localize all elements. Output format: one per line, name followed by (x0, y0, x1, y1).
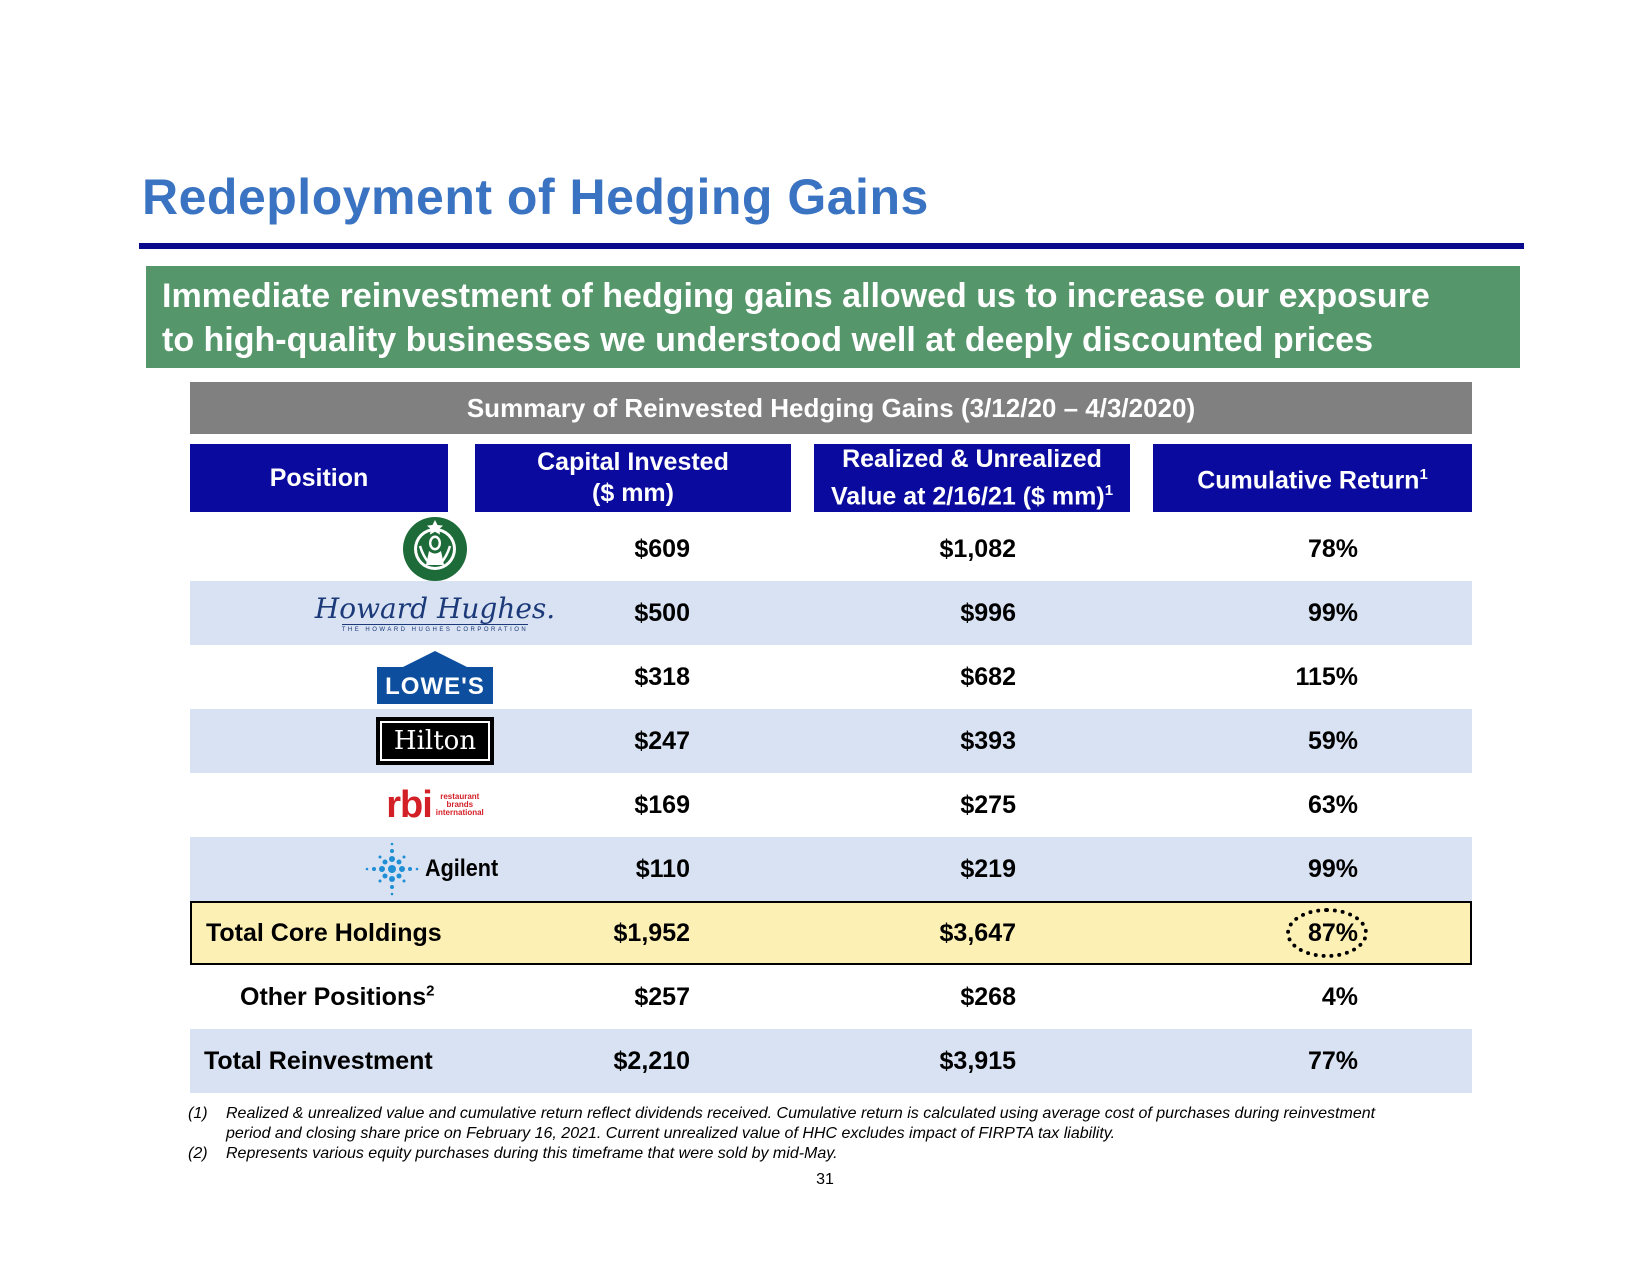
capital-invested-value: $609 (634, 535, 690, 563)
starbucks-logo (190, 517, 680, 581)
header-return-label: Cumulative Return (1197, 466, 1420, 495)
cumulative-return-value: 77% (1307, 1047, 1358, 1075)
realized-value: $275 (960, 791, 1016, 819)
footnote-2-number: (2) (188, 1145, 208, 1162)
footnote-1-line-1: Realized & unrealized value and cumulative return reflect dividends received. Cumulative return is calculated using average cost of purchases during reinvestment (226, 1105, 1376, 1122)
header-value-footnote: 1 (1104, 481, 1114, 499)
header-cumulative-return (1153, 444, 1472, 512)
rbi-logo-subtext-2: brands (446, 800, 474, 809)
lowes-logo (190, 645, 680, 709)
header-capital-invested (475, 444, 791, 512)
cumulative-return-value: 78% (1307, 535, 1358, 563)
footnote-1-number: (1) (188, 1105, 208, 1122)
cumulative-return-value: 99% (1307, 855, 1358, 883)
realized-value: $268 (960, 983, 1016, 1011)
total-core-holdings-row (190, 901, 1472, 965)
howard-hughes-logo-text: Howard Hughes. (314, 591, 556, 625)
page-title: Redeployment of Hedging Gains (142, 169, 929, 225)
table-row (190, 837, 1472, 901)
hilton-logo-text: Hilton (380, 721, 490, 761)
other-positions-label (240, 965, 434, 1029)
capital-invested-value: $1,952 (613, 919, 690, 947)
banner-line-2: to high-quality businesses we understood well at deeply discounted prices (162, 321, 1374, 359)
header-value-line-1: Realized & Unrealized (842, 444, 1102, 473)
realized-value: $393 (960, 727, 1016, 755)
table-row (190, 581, 1472, 645)
cumulative-return-value: 115% (1295, 663, 1358, 691)
footnote-2-line-1: Represents various equity purchases during this timeframe that were sold by mid-May. (226, 1145, 838, 1162)
banner-line-1: Immediate reinvestment of hedging gains allowed us to increase our exposure (162, 277, 1430, 315)
capital-invested-value: $2,210 (613, 1047, 690, 1075)
agilent-logo (190, 837, 680, 901)
page-number: 31 (816, 1171, 834, 1188)
cumulative-return-value: 99% (1307, 599, 1358, 627)
cumulative-return-value: 59% (1307, 727, 1358, 755)
realized-value: $3,647 (939, 919, 1016, 947)
realized-value: $3,915 (939, 1047, 1016, 1075)
capital-invested-value: $500 (634, 599, 690, 627)
total-reinvestment-row (190, 1029, 1472, 1093)
total-reinvestment-label: Total Reinvestment (204, 1047, 433, 1075)
capital-invested-value: $110 (635, 855, 690, 883)
title-divider (139, 243, 1524, 249)
capital-invested-value: $247 (634, 727, 690, 755)
realized-value: $996 (960, 599, 1016, 627)
rbi-logo-text: rbi (386, 784, 432, 826)
capital-invested-value: $257 (634, 983, 690, 1011)
key-message-banner (146, 266, 1520, 368)
header-position (190, 444, 448, 512)
realized-value: $682 (960, 663, 1016, 691)
capital-invested-value: $318 (634, 663, 690, 691)
agilent-spark-icon (363, 840, 421, 898)
cumulative-return-value: 4% (1321, 983, 1358, 1011)
lowes-logo-text: LOWE'S (385, 673, 485, 700)
agilent-logo-text: Agilent (425, 855, 499, 882)
hilton-logo (190, 709, 680, 773)
howard-hughes-logo (190, 581, 680, 645)
table-row (190, 709, 1472, 773)
cumulative-return-value: 63% (1307, 791, 1358, 819)
table-title: Summary of Reinvested Hedging Gains (3/12/20 – 4/3/2020) (190, 382, 1472, 434)
rbi-logo-subtext-1: restaurant (440, 792, 480, 801)
highlight-circle (1286, 908, 1368, 958)
header-realized-value (814, 444, 1130, 512)
header-return-footnote: 1 (1419, 466, 1428, 484)
header-capital-line-1: Capital Invested (537, 448, 729, 476)
other-positions-row (190, 965, 1472, 1029)
rbi-logo (190, 773, 680, 837)
capital-invested-value: $169 (634, 791, 690, 819)
table-row (190, 773, 1472, 837)
header-capital-line-2: ($ mm) (592, 479, 674, 507)
total-core-holdings-label: Total Core Holdings (206, 919, 442, 947)
table-row (190, 645, 1472, 709)
footnote-1-line-2: period and closing share price on February 16, 2021. Current unrealized value of HHC excludes impact of FIRPTA tax liability. (226, 1125, 1116, 1142)
table-row (190, 517, 1472, 581)
rbi-logo-subtext-3: international (435, 808, 484, 817)
header-position-label: Position (269, 463, 369, 492)
cumulative-return-value: 87% (1307, 919, 1358, 947)
header-value-line-2: Value at 2/16/21 ($ mm) (830, 482, 1105, 511)
realized-value: $1,082 (939, 535, 1016, 563)
other-positions-footnote: 2 (426, 982, 435, 1000)
realized-value: $219 (960, 855, 1016, 883)
howard-hughes-logo-subtext: THE HOWARD HUGHES CORPORATION (342, 624, 529, 633)
other-positions-label-text: Other Positions (240, 983, 427, 1011)
